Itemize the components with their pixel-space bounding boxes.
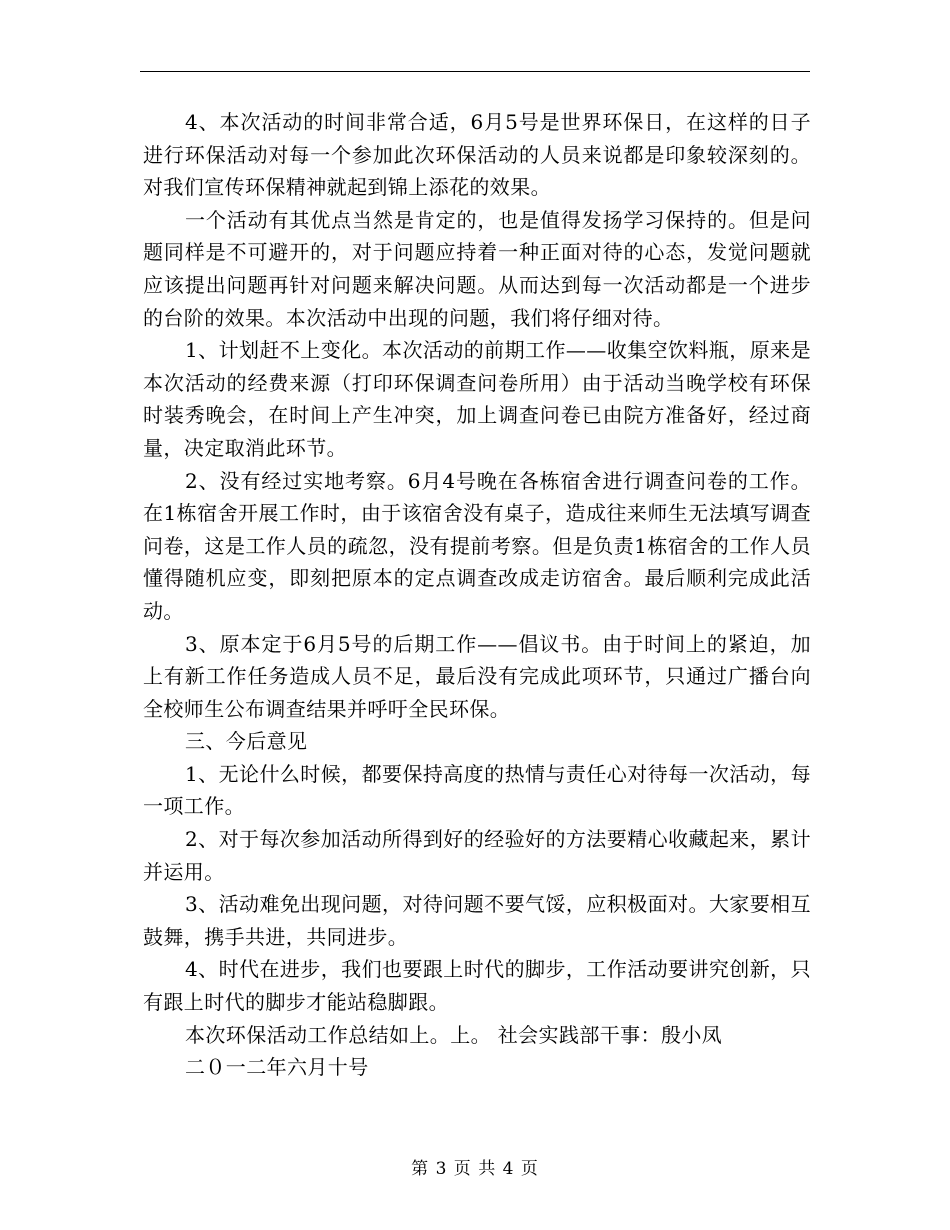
paragraph-problem-2: 2、没有经过实地考察。6月4号晚在各栋宿舍进行调查问卷的工作。在1栋宿舍开展工作时，由于该宿舍没有桌子，造成往来师生无法填写调查问卷，这是工作人员的疏忽，没有提前考察。但是负责1栋宿舍的工作人员懂得随机应变，即刻把原本的定点调查改成走访宿舍。最后顺利完成此活动。	[143, 468, 811, 623]
paragraph-advice-1: 1、无论什么时候，都要保持高度的热情与责任心对待每一次活动，每一项工作。	[143, 761, 811, 819]
paragraph-advice-4: 4、时代在进步，我们也要跟上时代的脚步，工作活动要讲究创新，只有跟上时代的脚步才能站稳脚跟。	[143, 957, 811, 1015]
closing-date: 二０一二年六月十号	[185, 1055, 369, 1080]
closing-signature: 本次环保活动工作总结如上。上。 社会实践部干事：殷小凤	[185, 1022, 723, 1047]
section-heading-future-advice: 三、今后意见	[185, 729, 308, 754]
page-number-footer: 第 3 页 共 4 页	[411, 1159, 539, 1179]
document-body	[143, 106, 811, 1084]
paragraph-problem-3: 3、原本定于6月5号的后期工作——倡议书。由于时间上的紧迫，加上有新工作任务造成人员不足，最后没有完成此项环节，只通过广播台向全校师生公布调查结果并呼吁全民环保。	[143, 631, 811, 721]
paragraph-problem-1: 1、计划赶不上变化。本次活动的前期工作——收集空饮料瓶，原来是本次活动的经费来源（打印环保调查问卷所用）由于活动当晚学校有环保时装秀晚会，在时间上产生冲突，加上调查问卷已由院方准备好，经过商量，决定取消此环节。	[143, 338, 811, 460]
paragraph-timing: 4、本次活动的时间非常合适，6月5号是世界环保日，在这样的日子进行环保活动对每一个参加此次环保活动的人员来说都是印象较深刻的。对我们宣传环保精神就起到锦上添花的效果。	[143, 110, 811, 200]
paragraph-advice-3: 3、活动难免出现问题，对待问题不要气馁，应积极面对。大家要相互鼓舞，携手共进，共同进步。	[143, 892, 811, 949]
paragraph-problems-intro: 一个活动有其优点当然是肯定的，也是值得发扬学习保持的。但是问题同样是不可避开的，对于问题应持着一种正面对待的心态，发觉问题就应该提出问题再针对问题来解决问题。从而达到每一次活动都是一个进步的台阶的效果。本次活动中出现的问题，我们将仔细对待。	[143, 207, 811, 330]
header-rule	[140, 71, 810, 72]
paragraph-advice-2: 2、对于每次参加活动所得到好的经验好的方法要精心收藏起来，累计并运用。	[143, 827, 811, 884]
